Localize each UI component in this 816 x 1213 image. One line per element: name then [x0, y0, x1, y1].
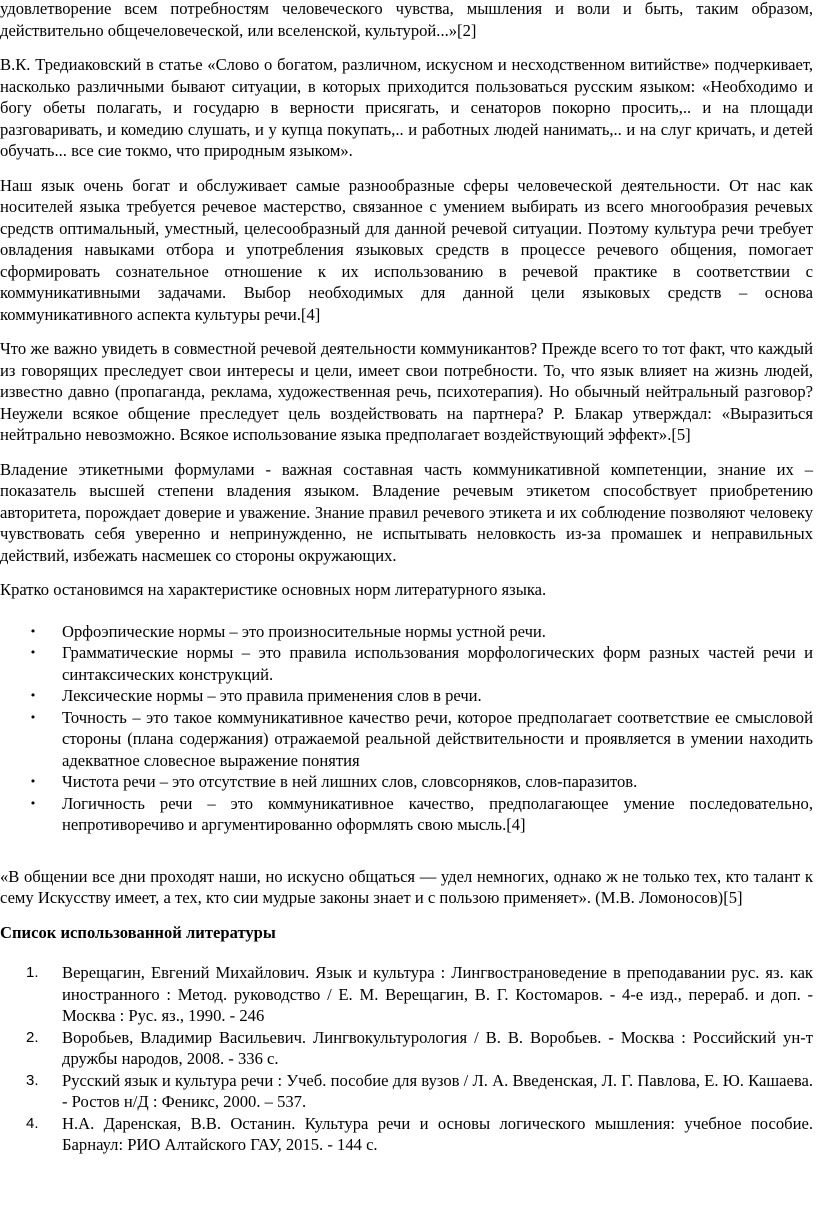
paragraph-language-richness: Наш язык очень богат и обслуживает самые разнообразные сферы человеческой деятельности. От нас как носителей языка требуется речевое мастерство, связанное с умением выбирать из всего многообразия речевых средств оптимальный, уместный, целесообразный для данной речевой ситуации. Поэтому культура речи требует овладения навыками отбора и употребления языковых средств в процессе речевого общения, помогает сформировать сознательное отношение к их использованию в речевой практике в соответствии с коммуникативными задачами. Выбор необходимых для данной цели языковых средств – основа коммуникативного аспекта культуры речи.[4]	[0, 175, 813, 324]
reference-item	[0, 962, 813, 1027]
reference-text: Верещагин, Евгений Михайлович. Язык и культура : Лингвострановедение в преподавании рус. яз. как иностранного : Метод. руководство / Е. М. Верещагин, В. Г. Костомаров. - 4-е изд., перераб. и доп. - Москва : Рус. яз., 1990. - 246	[62, 963, 813, 1025]
bullet-icon: •	[29, 775, 37, 788]
reference-text: Воробьев, Владимир Васильевич. Лингвокультурология / В. В. Воробьев. - Москва : Российский ун-т дружбы народов, 2008. - 336 с.	[62, 1027, 813, 1068]
bullet-icon: •	[29, 796, 37, 810]
bullet-icon: •	[29, 646, 37, 659]
list-item	[0, 685, 813, 707]
reference-text: Н.А. Даренская, В.В. Останин. Культура речи и основы логического мышления: учебное пособие. Барнаул: РИО Алтайского ГАУ, 2015. - 144 с.	[62, 1113, 813, 1154]
list-item	[0, 621, 813, 643]
reference-number: 2.	[26, 1028, 39, 1046]
bullet-icon: •	[29, 710, 37, 724]
reference-item	[0, 1070, 813, 1113]
paragraph-communicants: Что же важно увидеть в совместной речевой деятельности коммуникантов? Прежде всего то тот факт, что каждый из говорящих преследует свои интересы и цели, имеет свои потребности. То, что язык влияет на жизнь людей, известно давно (пропаганда, реклама, художественная речь, психотерапия). Но обычный нейтральный разговор? Неужели всякое общение преследует цель воздействовать на партнера? Р. Блакар утверждал: «Выразиться нейтрально невозможно. Всякое использование языка предполагает воздействующий эффект».[5]	[0, 339, 813, 444]
list-item	[0, 642, 813, 685]
reference-item	[0, 1113, 813, 1156]
list-item-text: Лексические нормы – это правила применения слов в речи.	[62, 686, 482, 705]
paragraph-etiquette: Владение этикетными формулами - важная составная часть коммуникативной компетенции, знание их – показатель высшей степени владения языком. Владение речевым этикетом способствует приобретению авторитета, порождает доверие и уважение. Знание правил речевого этикета и их соблюдение позволяют человеку чувствовать себя уверенно и непринужденно, не испытывать неловкость из-за промашек и неправильных действий, избежать насмешек со стороны окружающих.	[0, 459, 813, 565]
paragraph-norms-intro: Кратко остановимся на характеристике основных норм литературного языка.	[0, 580, 547, 599]
list-item-text: Чистота речи – это отсутствие в ней лишних слов, словсорняков, слов-паразитов.	[62, 772, 638, 791]
list-item-text: Точность – это такое коммуникативное качество речи, которое предполагает соответствие ее смысловой стороны (плана содержания) отражаемой реальной действительности и проявляется в умении находить адекватное словесное выражение понятия	[62, 707, 813, 770]
bullet-icon: •	[29, 689, 37, 702]
reference-text: Русский язык и культура речи : Учеб. пособие для вузов / Л. А. Введенская, Л. Г. Павлова, Е. Ю. Кашаева. - Ростов н/Д : Феникс, 2000. – 537.	[62, 1070, 813, 1111]
list-item	[0, 771, 813, 793]
paragraph-culture-definition: удовлетворение всем потребностям человеческого чувства, мышления и воли и быть, таким образом, действительно общечеловеческой, или вселенской, культурой...»[2]	[0, 0, 813, 40]
list-item-text: Логичность речи – это коммуникативное качество, предполагающее умение последовательно, непротиворечиво и аргументированно оформлять свою мысль.[4]	[62, 793, 813, 834]
list-item	[0, 793, 813, 836]
references-heading: Список использованной литературы	[0, 922, 276, 942]
reference-number: 1.	[26, 964, 39, 981]
lomonosov-quote: «В общении все дни проходят наши, но искусно общаться — удел немногих, однако ж не только тех, кто талант к сему Искусству имеет, а тех, кто сии мудрые законы знает и с пользою применяет». (М.В. Ломоносов)[5]	[0, 866, 813, 907]
reference-number: 3.	[26, 1071, 39, 1089]
list-item-text: Орфоэпические нормы – это произносительные нормы устной речи.	[62, 621, 546, 641]
reference-number: 4.	[26, 1114, 39, 1132]
list-item	[0, 707, 813, 772]
paragraph-trediakovsky: В.К. Тредиаковский в статье «Слово о богатом, различном, искусном и несходственном витийстве» подчеркивает, насколько различными бывают ситуации, в которых приходится пользоваться русским языком: «Необходимо и богу обеты полагать, и государю в верности присягать, и сенаторов покорно просить,.. и на площади разговаривать, и комедию слушать, и у купца покупать,.. и работных людей нанимать,.. и на слуг кричать, и детей обучать... все сие токмо, что природным языком».	[0, 55, 813, 160]
norms-list	[0, 621, 813, 836]
reference-item	[0, 1027, 813, 1070]
list-item-text: Грамматические нормы – это правила использования морфологических форм разных частей речи и синтаксических конструкций.	[62, 643, 813, 684]
bullet-icon: •	[29, 624, 37, 638]
references-list	[0, 962, 813, 1156]
